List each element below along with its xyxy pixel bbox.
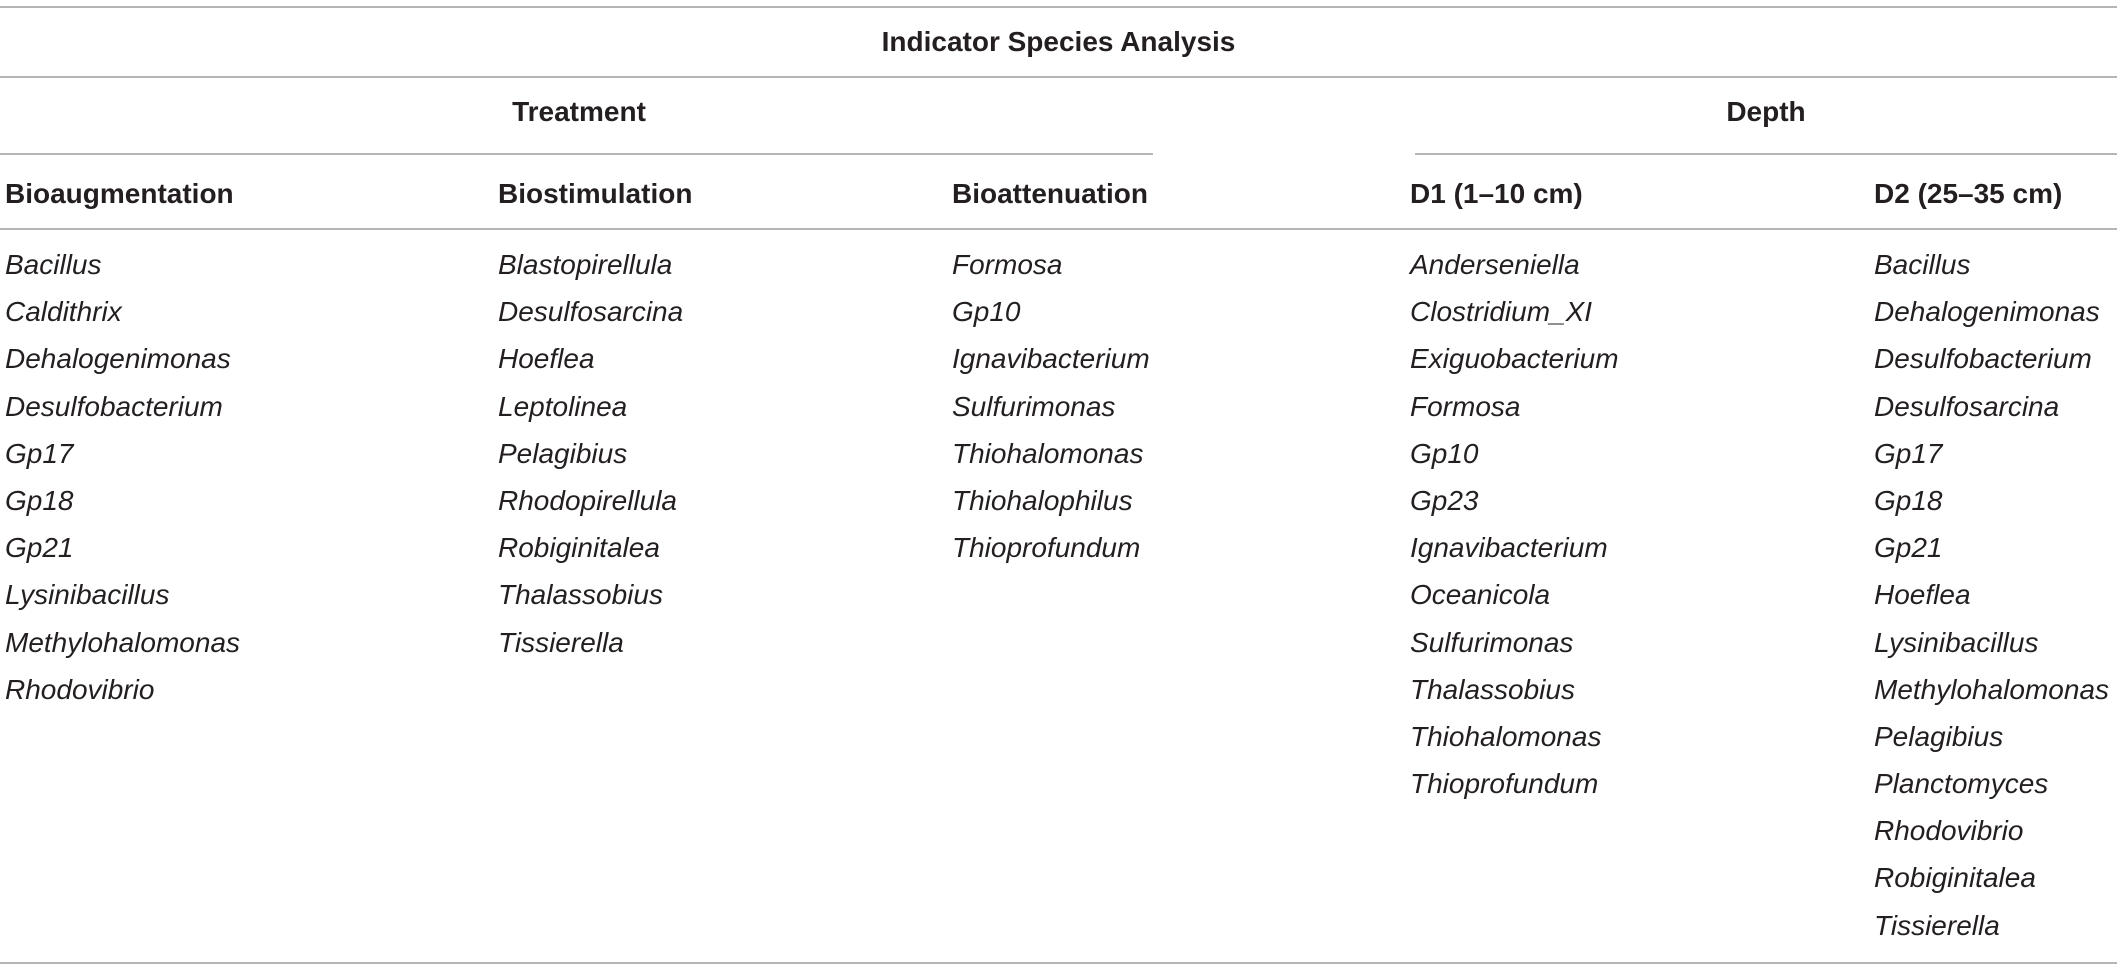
table-cell: Robiginitalea <box>498 532 660 564</box>
table-cell: Formosa <box>952 249 1063 280</box>
treatment-group-rule <box>0 153 1153 155</box>
depth-group-header: Depth <box>1726 96 1806 127</box>
table-cell: Lysinibacillus <box>5 579 170 611</box>
table-cell: Gp23 <box>1410 484 1479 516</box>
table-cell: Methylohalomonas <box>5 626 241 658</box>
table-cell: Tissierella <box>1874 909 2000 941</box>
table-cell: Lysinibacillus <box>1874 626 2039 658</box>
table-cell: Pelagibius <box>1874 720 2004 752</box>
depth-group-rule <box>1415 153 2117 155</box>
table-cell: Leptolinea <box>498 390 628 422</box>
treatment-group-header: Treatment <box>512 96 646 127</box>
top-rule <box>0 6 2117 8</box>
bottom-rule <box>0 962 2117 964</box>
table-cell: Desulfobacterium <box>5 390 223 422</box>
table-cell: Thioprofundum <box>1410 768 1599 800</box>
table-cell: Methylohalomonas <box>1874 673 2110 705</box>
table-cell: Gp17 <box>1874 437 1943 469</box>
table-cell: Exiguobacterium <box>1410 343 1619 375</box>
table-cell: Dehalogenimonas <box>5 343 231 375</box>
table-cell: Thiohalomonas <box>952 437 1144 469</box>
column-bioattenuation <box>952 250 1150 580</box>
table-cell: Bacillus <box>1874 249 1971 280</box>
column-header-biostimulation: Biostimulation <box>498 178 693 209</box>
column-header-d1: D1 (1–10 cm) <box>1410 178 1583 209</box>
table-cell: Thiohalomonas <box>1410 720 1602 752</box>
table-cell: Gp21 <box>1874 532 1943 564</box>
table-cell: Thiohalophilus <box>952 484 1133 516</box>
table-cell: Gp18 <box>1874 484 1943 516</box>
table-cell: Thalassobius <box>498 579 663 611</box>
table-cell: Blastopirellula <box>498 249 673 280</box>
table-cell: Tissierella <box>498 626 624 658</box>
table-cell: Desulfosarcina <box>1874 390 2060 422</box>
table-cell: Oceanicola <box>1410 579 1551 611</box>
table-cell: Hoeflea <box>1874 579 1971 611</box>
table-cell: Gp21 <box>5 532 74 564</box>
table-cell: Rhodovibrio <box>5 673 155 705</box>
table-cell: Dehalogenimonas <box>1874 296 2100 328</box>
table-cell: Bacillus <box>5 249 102 280</box>
header-rule <box>0 228 2117 230</box>
column-d2 <box>1874 250 2109 958</box>
table-cell: Anderseniella <box>1410 249 1580 280</box>
table-cell: Desulfobacterium <box>1874 343 2092 375</box>
table-cell: Formosa <box>1410 390 1521 422</box>
table-cell: Hoeflea <box>498 343 595 375</box>
table-cell: Gp18 <box>5 484 74 516</box>
table-title: Indicator Species Analysis <box>881 26 1236 57</box>
column-header-bioaugmentation: Bioaugmentation <box>5 178 234 209</box>
column-header-bioattenuation: Bioattenuation <box>952 178 1148 209</box>
table-cell: Gp17 <box>5 437 74 469</box>
table-cell: Ignavibacterium <box>1410 532 1608 564</box>
table-cell: Thioprofundum <box>952 532 1141 564</box>
table-cell: Desulfosarcina <box>498 296 684 328</box>
table-cell: Gp10 <box>952 296 1021 328</box>
table-cell: Planctomyces <box>1874 768 2049 800</box>
table-cell: Caldithrix <box>5 296 122 328</box>
table-cell: Robiginitalea <box>1874 862 2036 894</box>
table-cell: Sulfurimonas <box>952 390 1116 422</box>
column-biostimulation <box>498 250 683 675</box>
column-bioaugmentation <box>5 250 240 722</box>
table-cell: Sulfurimonas <box>1410 626 1574 658</box>
table-cell: Clostridium_XI <box>1410 296 1593 328</box>
table-cell: Ignavibacterium <box>952 343 1150 375</box>
table-cell: Pelagibius <box>498 437 628 469</box>
column-header-d2: D2 (25–35 cm) <box>1874 178 2063 209</box>
table-cell: Rhodovibrio <box>1874 815 2024 847</box>
table-cell: Gp10 <box>1410 437 1479 469</box>
column-d1 <box>1410 250 1619 816</box>
table-cell: Thalassobius <box>1410 673 1575 705</box>
table-cell: Rhodopirellula <box>498 484 678 516</box>
title-rule <box>0 76 2117 78</box>
